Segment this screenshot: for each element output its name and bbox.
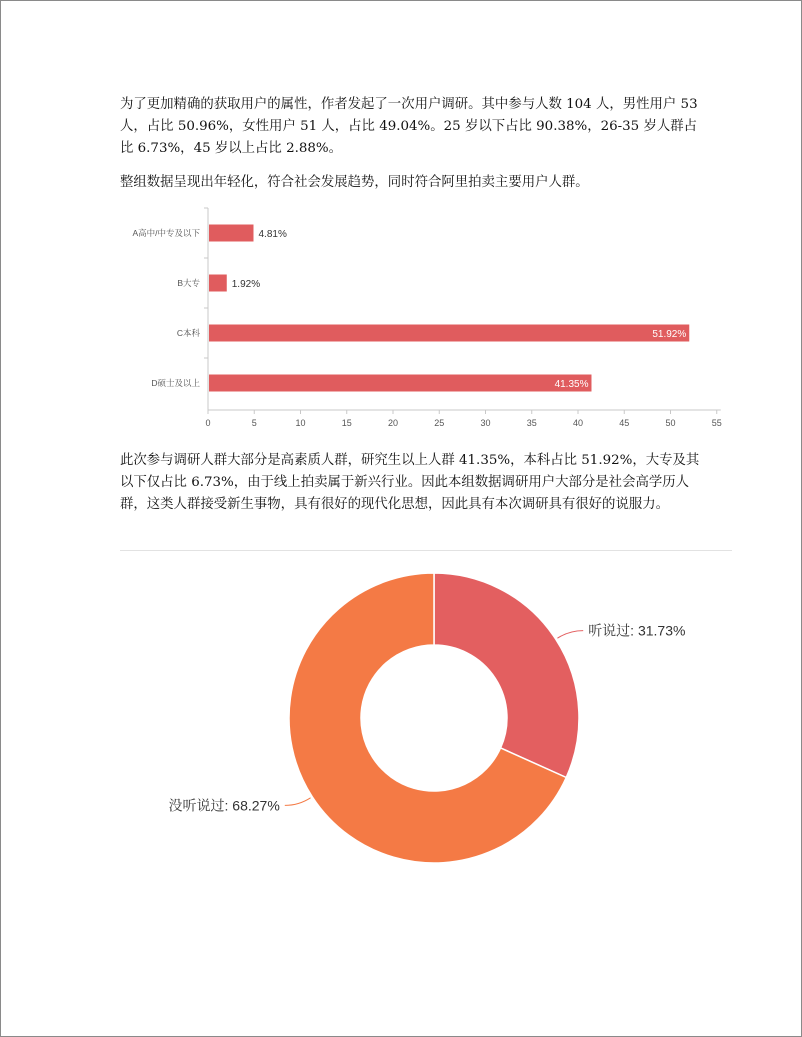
paragraph-education-analysis: 此次参与调研人群大部分是高素质人群，研究生以上人群 41.35%，本科占比 51.92%，大专及其以下仅占比 6.73%，由于线上拍卖属于新兴行业。因此本组数据调研用户大部分是社会高学历人群，这类人群接受新生事物，具有很好的现代化思想，因此具有本次调研具有很好的说服力。 — [120, 453, 700, 512]
bar — [209, 275, 227, 292]
x-tick-label: 55 — [711, 418, 722, 428]
category-label: D硕士及以上 — [151, 378, 200, 388]
slice-label: 没听说过: 68.27% — [168, 797, 280, 814]
label-leader-line — [285, 798, 311, 806]
label-leader-line — [557, 631, 583, 639]
x-tick-label: 0 — [205, 418, 211, 428]
bar-value-label: 51.92% — [652, 329, 687, 340]
category-label: A高中/中专及以下 — [132, 228, 200, 238]
category-label: C本科 — [176, 328, 200, 338]
bar — [209, 375, 591, 392]
education-bar-chart — [110, 200, 730, 435]
x-tick-label: 30 — [480, 418, 491, 428]
bar-value-label: 41.35% — [554, 379, 589, 390]
x-tick-label: 20 — [387, 418, 399, 428]
bar — [209, 225, 253, 242]
donut-slice — [434, 573, 579, 778]
x-tick-label: 50 — [665, 418, 676, 428]
x-tick-label: 10 — [295, 418, 306, 428]
bar — [209, 325, 689, 342]
x-tick-label: 25 — [434, 418, 445, 428]
slice-label: 听说过: 31.73% — [588, 622, 686, 639]
bar-value-label: 4.81% — [258, 229, 287, 240]
category-label: B大专 — [177, 278, 200, 288]
paragraph-age-trend: 整组数据呈现出年轻化，符合社会发展趋势，同时符合阿里拍卖主要用户人群。 — [120, 175, 589, 190]
section-divider — [120, 550, 732, 551]
x-tick-label: 45 — [619, 418, 630, 428]
awareness-donut-chart — [110, 560, 730, 880]
x-tick-label: 15 — [341, 418, 352, 428]
x-tick-label: 5 — [251, 418, 257, 428]
bar-value-label: 1.92% — [231, 279, 261, 290]
paragraph-survey-demographics: 为了更加精确的获取用户的属性，作者发起了一次用户调研。其中参与人数 104 人，男性用户 53 人，占比 50.96%，女性用户 51 人，占比 49.04%。25 岁以下占比 90.38%，26-35 岁人群占比 6.73%，45 岁以上占比 2.88%。 — [120, 97, 698, 156]
x-tick-label: 35 — [526, 418, 537, 428]
x-tick-label: 40 — [572, 418, 584, 428]
